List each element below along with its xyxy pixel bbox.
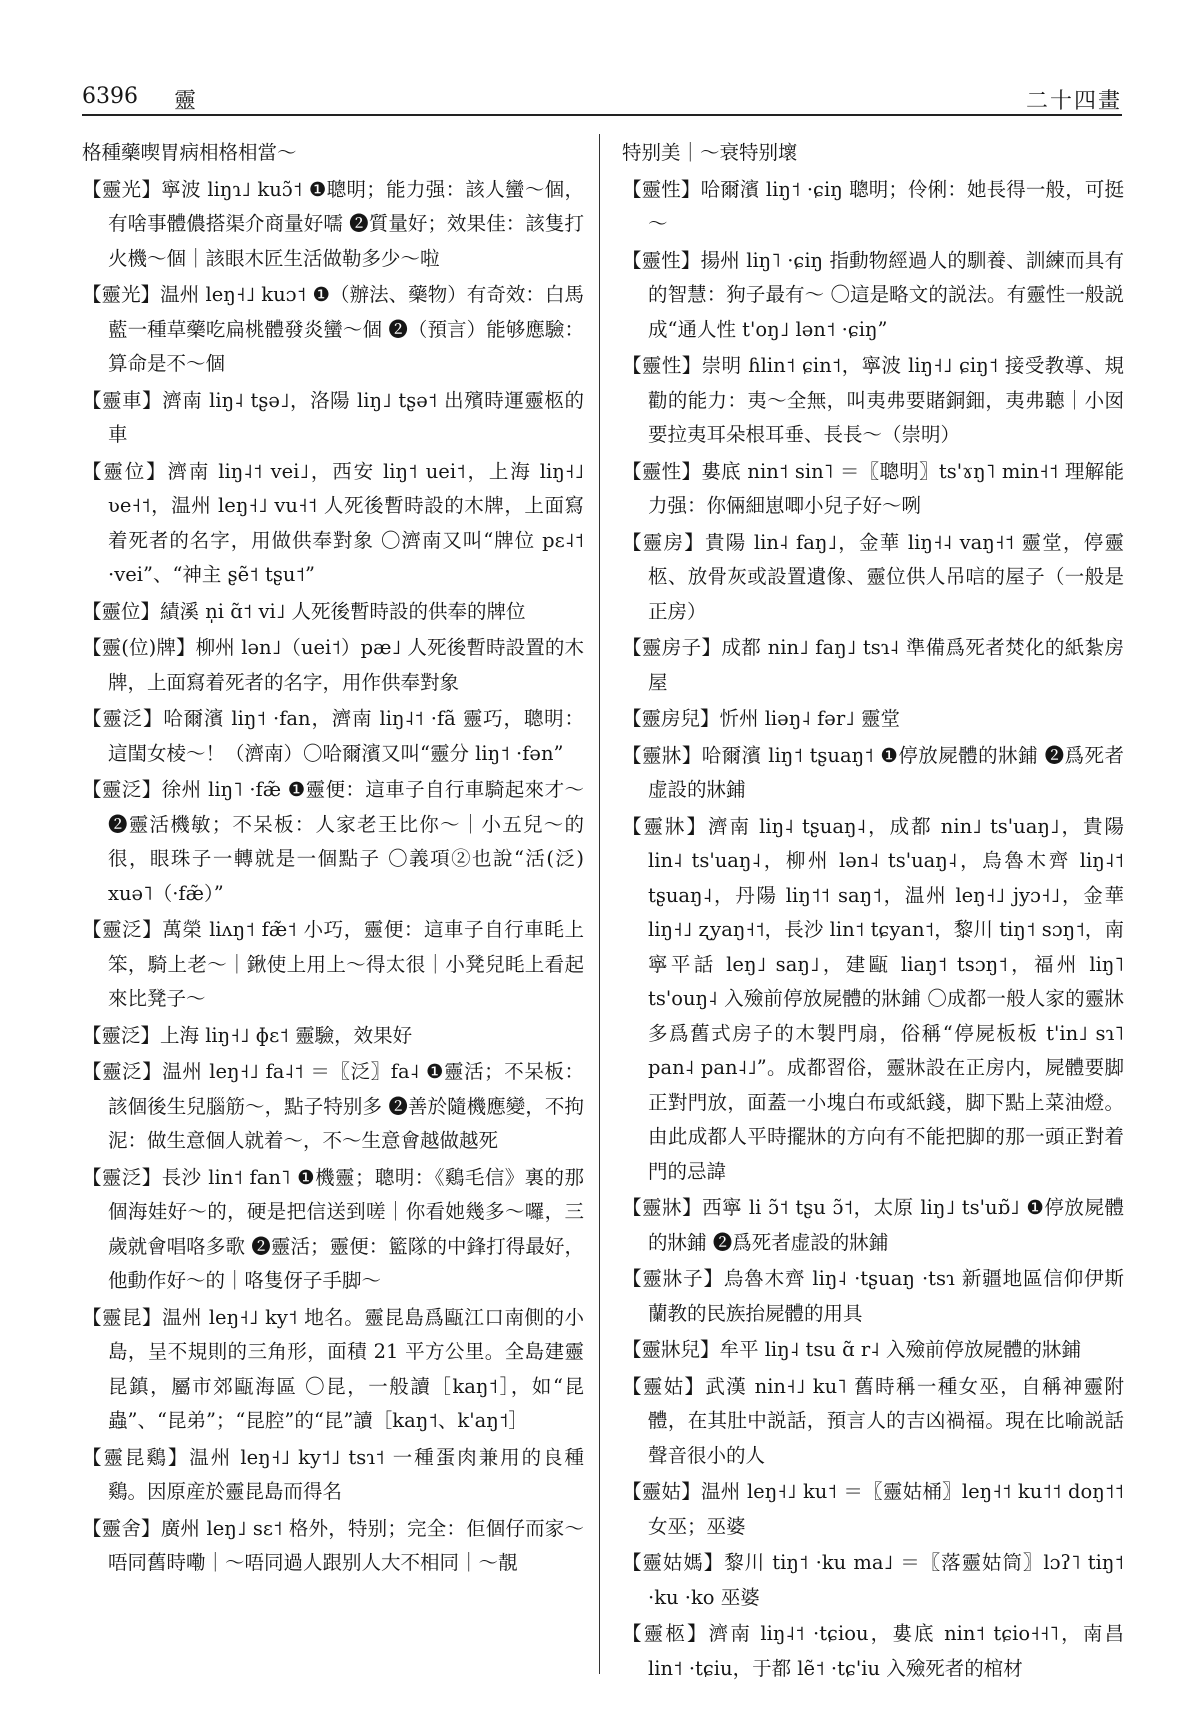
dictionary-entry: 【靈泛】温州 leŋ˧˩ fa˨˦ ＝〖泛〗fa˨ ❶靈活；不呆板：該個後生兒腦筋～，點子特别多 ❷善於隨機應變，不拘泥：做生意個人就着～，不～生意會越做越死 [82,1060,584,1152]
dictionary-entry: 【靈房】貴陽 lin˨ faŋ˩，金華 liŋ˧˨ vaŋ˧˦ 靈堂，停靈柩、放骨灰或設置遺像、靈位供人吊唁的屋子（一般是正房） [622,530,1124,623]
head-character: 靈 [174,89,197,114]
dictionary-entry: 【靈牀兒】牟平 liŋ˨ tsu ɑ̃ r˨ 入殮前停放屍體的牀鋪 [622,1338,1081,1361]
dictionary-entry: 【靈光】寧波 liŋɿ˩ kuɔ̃˦ ❶聰明；能力强：該人蠻～個，有啥事體儂搭渠介商量好嚅 ❷質量好；效果佳：該隻打火機～個｜該眼木匠生活做勒多少～啦 [82,177,584,270]
page-header [82,72,1122,116]
page-number: 6396 [82,84,138,109]
dictionary-entry: 【靈泛】長沙 lin˦ fan˥ ❶機靈；聰明：《鷄毛信》裏的那個海娃好～的，硬是把信送到嗟｜你看她幾多～囉，三歲就會唱咯多歌 ❷靈活；靈便：籃隊的中鋒打得最好，他動作好～的｜咯隻伢子手脚～ [82,1165,584,1292]
dictionary-entry: 【靈姑】武漢 nin˧˩ ku˥ 舊時稱一種女巫，自稱神靈附體，在其肚中説話，預言人的吉凶禍福。現在比喻説話聲音很小的人 [622,1374,1124,1467]
dictionary-entry: 【靈姑】温州 leŋ˧˩ ku˦ ＝〖靈姑桶〗leŋ˧˦ ku˦˦ doŋ˦˦ 女巫；巫婆 [622,1480,1124,1538]
stroke-section: 二十四畫 [1025,89,1122,114]
dictionary-entry: 【靈性】哈爾濱 liŋ˦ ·ɕiŋ 聰明；伶俐：她長得一般，可挺～ [622,177,1124,235]
dictionary-entry: 【靈位】濟南 liŋ˨˦ vei˩，西安 liŋ˦ uei˦，上海 liŋ˧˩ ʋe˧˦，温州 leŋ˧˩ vu˧˦ 人死後暫時設的木牌，上面寫着死者的名字，用做供奉對象 〇濟南又叫“牌位 pɛ˨˦ ·vei”、“神主 ʂẽ˦ tʂu˦” [82,459,584,586]
dictionary-entry: 【靈房子】成都 nin˩ faŋ˩ tsɿ˨ 準備爲死者焚化的紙紮房屋 [622,636,1124,694]
dictionary-entry: 【靈牀】西寧 li ɔ̃˦ tʂu ɔ̃˦，太原 liŋ˩ ts'uɒ̃˩ ❶停放屍體的牀鋪 ❷爲死者虚設的牀鋪 [622,1196,1124,1254]
left-column [82,136,584,1583]
dictionary-entry: 【靈泛】哈爾濱 liŋ˦ ·fan，濟南 liŋ˨˦ ·fã 靈巧，聰明：這閨女棱～！（濟南）〇哈爾濱又叫“靈分 liŋ˦ ·fən” [82,707,584,765]
dictionary-entry: 【靈昆鷄】温州 leŋ˧˩ ky˦˩ tsɿ˦ 一種蛋肉兼用的良種鷄。因原産於靈昆島而得名 [82,1445,584,1503]
dictionary-entry: 【靈車】濟南 liŋ˨ tʂə˩，洛陽 liŋ˩ tʂə˦ 出殯時運靈柩的車 [82,388,584,446]
dictionary-entry: 【靈性】婁底 nin˦ sin˥ ＝〖聰明〗ts'ɤŋ˥ min˧˦ 理解能力强：你倆細崽唧小兒子好～咧 [622,459,1124,517]
dictionary-entry: 【靈舍】廣州 leŋ˩ sɛ˦ 格外，特别；完全：佢個仔而家～唔同舊時嘞｜～唔同過人跟别人大不相同｜～靚 [82,1516,584,1574]
dictionary-entry: 【靈泛】上海 liŋ˧˩ ɸɛ˦ 靈驗，效果好 [82,1023,413,1047]
dictionary-entry: 【靈泛】徐州 liŋ˥ ·fæ̃ ❶靈便：這車子自行車騎起來才～ ❷靈活機敏；不呆板：人家老王比你～｜小五兒～的很，眼珠子一轉就是一個點子 〇義項②也說“活(泛) xuə˥（·fæ̃）” [82,778,584,905]
dictionary-entry: 【靈房兒】忻州 liəŋ˨ fər˩ 靈堂 [622,707,900,730]
right-column [622,136,1124,1688]
dictionary-entry: 【靈柩】濟南 liŋ˨˦ ·tɕiou，婁底 nin˦ tɕio˧˧˥，南昌 lin˦ ·tɕiu，于都 lẽ˦ ·tɕ'iu 入殮死者的棺材 [622,1622,1124,1680]
dictionary-entry: 格種藥喫胃病相格相當～ [82,141,297,164]
dictionary-entry: 特别美｜～衰特别壞 [622,141,798,164]
dictionary-entry: 【靈光】温州 leŋ˧˩ kuɔ˦ ❶（辦法、藥物）有奇效：白馬藍一種草藥吃扁桃體發炎蠻～個 ❷（預言）能够應驗：算命是不～個 [82,283,584,375]
dictionary-entry: 【靈性】崇明 ɦlin˦ ɕin˦，寧波 liŋ˧˩ ɕiŋ˦ 接受教導、規勸的能力：夷～全無，叫夷弗要賭銅鈿，夷弗聽｜小囡要拉夷耳朵根耳垂、長長～（崇明） [622,354,1124,446]
dictionary-entry: 【靈昆】温州 leŋ˧˩ ky˦ 地名。靈昆島爲甌江口南側的小島，呈不規則的三角形，面積 21 平方公里。全島建靈昆鎮，屬市郊甌海區 〇昆，一般讀［kaŋ˦］，如“昆蟲”、“昆弟”；“昆腔”的“昆”讀［kaŋ˦、k'aŋ˦］ [82,1305,584,1432]
column-divider [599,134,600,1674]
dictionary-entry: 【靈牀子】烏魯木齊 liŋ˨ ·tʂuaŋ ·tsɿ 新疆地區信仰伊斯蘭教的民族抬屍體的用具 [622,1267,1124,1325]
dictionary-entry: 【靈牀】哈爾濱 liŋ˦ tʂuaŋ˦ ❶停放屍體的牀鋪 ❷爲死者虚設的牀鋪 [622,743,1124,801]
dictionary-entry: 【靈位】績溪 n̩i ɑ̃˦ vi˩ 人死後暫時設的供奉的牌位 [82,599,526,623]
dictionary-entry: 【靈牀】濟南 liŋ˨ tʂuaŋ˨，成都 nin˩ ts'uaŋ˩，貴陽 lin˨ ts'uaŋ˨，柳州 lən˨ ts'uaŋ˨，烏魯木齊 liŋ˨˦ tʂuaŋ˨，丹陽 liŋ˦˦ saŋ˦，温州 leŋ˧˩ jyɔ˧˩，金華 liŋ˧˩ ʐyaŋ˧˦，長沙 lin˦ tɕyan˦，黎川 tiŋ˦ sɔŋ˦，南寧平話 leŋ˩ saŋ˩，建甌 liaŋ˦ tsɔŋ˦，福州 liŋ˥ ts'ouŋ˨ 入殮前停放屍體的牀鋪 〇成都一般人家的靈牀多爲舊式房子的木製門扇，俗稱“停屍板板 t'in˩ sɿ˥ pan˨ pan˨˩”。成都習俗，靈牀設在正房内，屍體要脚正對門放，面蓋一小塊白布或紙錢，脚下點上菜油燈。由此成都人平時擺牀的方向有不能把脚的那一頭正對着門的忌諱 [622,814,1124,1183]
dictionary-entry: 【靈泛】萬榮 liʌŋ˦ fæ̃˦ 小巧，靈便：這車子自行車眊上笨，騎上老～｜鍬使上用上～得太很｜小凳兒眊上看起來比凳子～ [82,918,584,1010]
header-rule [82,114,1122,116]
dictionary-entry: 【靈(位)牌】柳州 lən˩（uei˦）pæ˩ 人死後暫時設置的木牌，上面寫着死者的名字，用作供奉對象 [82,636,584,694]
dictionary-entry: 【靈姑媽】黎川 tiŋ˦ ·ku ma˩ ＝〖落靈姑筒〗lɔʔ˥ tiŋ˦ ·ku ·ko 巫婆 [622,1551,1124,1609]
dictionary-entry: 【靈性】揚州 liŋ˥ ·ɕiŋ 指動物經過人的馴養、訓練而具有的智慧：狗子最有～ 〇這是略文的説法。有靈性一般説成“通人性 t'oŋ˩ lən˦ ·ɕiŋ” [622,248,1124,341]
